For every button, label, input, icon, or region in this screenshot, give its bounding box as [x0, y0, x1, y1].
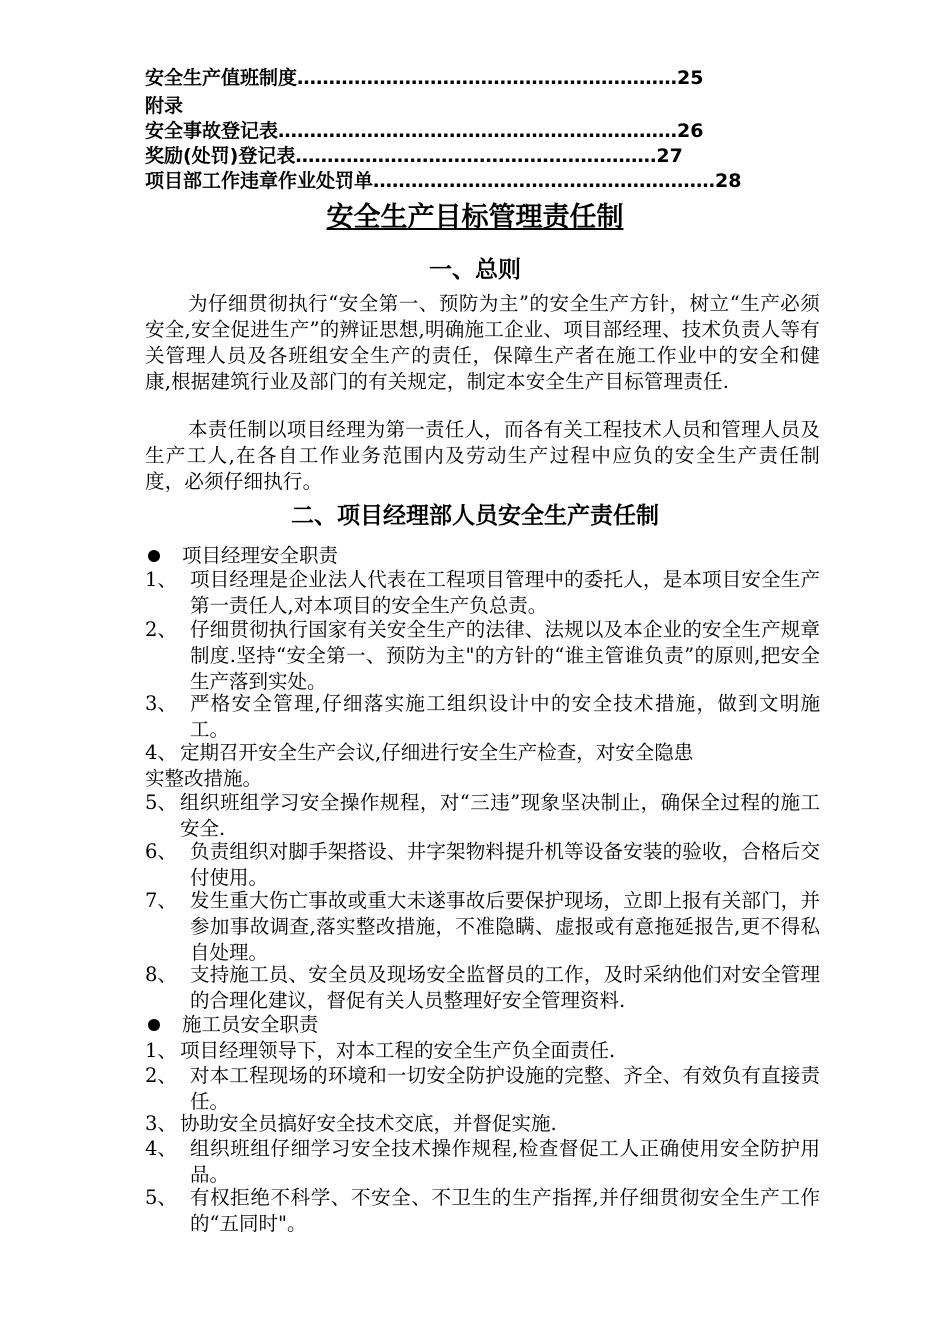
- list-item: [145, 1136, 820, 1188]
- toc-entry[interactable]: [145, 64, 703, 92]
- list-item: [145, 888, 820, 966]
- item-number: 5、: [145, 1186, 177, 1209]
- toc-page-number: 27: [656, 145, 683, 167]
- item-text: 有权拒绝不科学、不安全、不卫生的生产指挥,并仔细贯彻安全生产工作的“五同时"。: [190, 1186, 820, 1235]
- list-item: [145, 691, 820, 743]
- list-item: [145, 1185, 820, 1237]
- list-item: [145, 962, 820, 1014]
- section-heading-general: 一、总则: [429, 257, 521, 283]
- item-text: 定期召开安全生产会议,仔细进行安全生产检查，对安全隐患: [180, 741, 694, 764]
- bullet-heading: [145, 1012, 319, 1038]
- item-text: 项目经理是企业法人代表在工程项目管理中的委托人，是本项目安全生产第一责任人,对本项目的安全生产负总责。: [190, 568, 820, 617]
- item-text-continuation: 实整改措施。: [145, 767, 263, 790]
- toc-label: 项目部工作违章作业处罚单: [145, 170, 374, 192]
- toc-page-number: 28: [715, 170, 742, 192]
- toc-label: 安全事故登记表: [145, 120, 279, 142]
- item-text: 负责组织对脚手架搭设、井字架物料提升机等设备安装的验收，合格后交付使用。: [190, 840, 820, 889]
- bullet-dot-icon: [148, 550, 160, 562]
- item-number: 7、: [145, 889, 177, 912]
- toc-entry: [145, 92, 183, 120]
- item-text: 组织班组学习安全操作规程，对“三违”现象坚决制止，确保全过程的施工安全.: [180, 791, 820, 840]
- item-number: 2、: [145, 1064, 177, 1087]
- list-item: [145, 790, 820, 842]
- paragraph: 为仔细贯彻执行“安全第一、预防为主”的安全生产方针，树立“生产必须安全,安全促进生产”的辨证思想,明确施工企业、项目部经理、技术负责人等有关管理人员及各班组安全生产的责任，保障生产者在施工作业中的安全和健康,根据建筑行业及部门的有关规定，制定本安全生产目标管理责任.: [145, 292, 820, 393]
- toc-entry[interactable]: [145, 167, 741, 195]
- item-number: 2、: [145, 618, 177, 641]
- toc-leader: ……………………………………………………: [297, 67, 678, 89]
- toc-label: 安全生产值班制度: [145, 67, 298, 89]
- paragraph: 本责任制以项目经理为第一责任人，而各有关工程技术人员和管理人员及生产工人,在各自工作业务范围内及劳动生产过程中应负的安全生产责任制度，必须仔细执行。: [145, 418, 820, 493]
- bullet-label: 施工员安全职责: [182, 1013, 319, 1036]
- item-number: 6、: [145, 840, 177, 863]
- item-number: 3、: [145, 1112, 177, 1135]
- item-number: 4、: [145, 1137, 177, 1160]
- item-number: 1、: [145, 568, 177, 591]
- item-number: 3、: [145, 692, 177, 715]
- item-number: 5、: [145, 791, 177, 814]
- toc-label: 奖励(处罚)登记表: [145, 145, 296, 167]
- toc-entry[interactable]: [145, 142, 683, 170]
- list-item: [145, 1063, 820, 1115]
- toc-leader: …………………………………………………: [295, 145, 657, 167]
- item-text: 严格安全管理,仔细落实施工组织设计中的安全技术措施，做到文明施工。: [190, 692, 820, 741]
- toc-leader: ………………………………………………………: [278, 120, 678, 142]
- list-item: [145, 839, 820, 891]
- item-text: 协助安全员搞好安全技术交底，并督促实施.: [180, 1112, 557, 1135]
- list-item: [145, 617, 820, 695]
- bullet-heading: [145, 543, 338, 569]
- item-text: 仔细贯彻执行国家有关安全生产的法律、法规以及本企业的安全生产规章制度.坚持“安全第一、预防为主"的方针的“谁主管谁负责”的原则,把安全生产落到实处。: [190, 618, 820, 693]
- list-item: [145, 1038, 820, 1064]
- toc-page-number: 25: [677, 67, 704, 89]
- item-text: 项目经理领导下，对本工程的安全生产负全面责任.: [180, 1039, 616, 1062]
- bullet-label: 项目经理安全职责: [182, 544, 339, 567]
- bullet-dot-icon: [148, 1019, 160, 1031]
- item-text: 组织班组仔细学习安全技术操作规程,检查督促工人正确使用安全防护用品。: [190, 1137, 820, 1186]
- toc-page-number: 26: [677, 120, 704, 142]
- toc-entry[interactable]: [145, 117, 703, 145]
- list-item: [145, 740, 820, 792]
- item-number: 1、: [145, 1039, 177, 1062]
- item-number: 8、: [145, 963, 177, 986]
- list-item: [145, 1111, 820, 1137]
- toc-label: 附录: [145, 95, 184, 117]
- section-heading-responsibility: 二、项目经理部人员安全生产责任制: [291, 503, 659, 529]
- list-item: [145, 567, 820, 619]
- item-number: 4、: [145, 741, 177, 764]
- item-text: 发生重大伤亡事故或重大未遂事故后要保护现场，立即上报有关部门，并参加事故调查,落实整改措施，不准隐瞒、虚报或有意拖延报告,更不得私自处理。: [190, 889, 820, 964]
- item-text: 对本工程现场的环境和一切安全防护设施的完整、齐全、有效负有直接责任。: [190, 1064, 820, 1113]
- item-text: 支持施工员、安全员及现场安全监督员的工作，及时采纳他们对安全管理的合理化建议，督促有关人员整理好安全管理资料.: [190, 963, 820, 1012]
- document-title: 安全生产目标管理责任制: [326, 202, 624, 233]
- toc-leader: ………………………………………………: [373, 170, 716, 192]
